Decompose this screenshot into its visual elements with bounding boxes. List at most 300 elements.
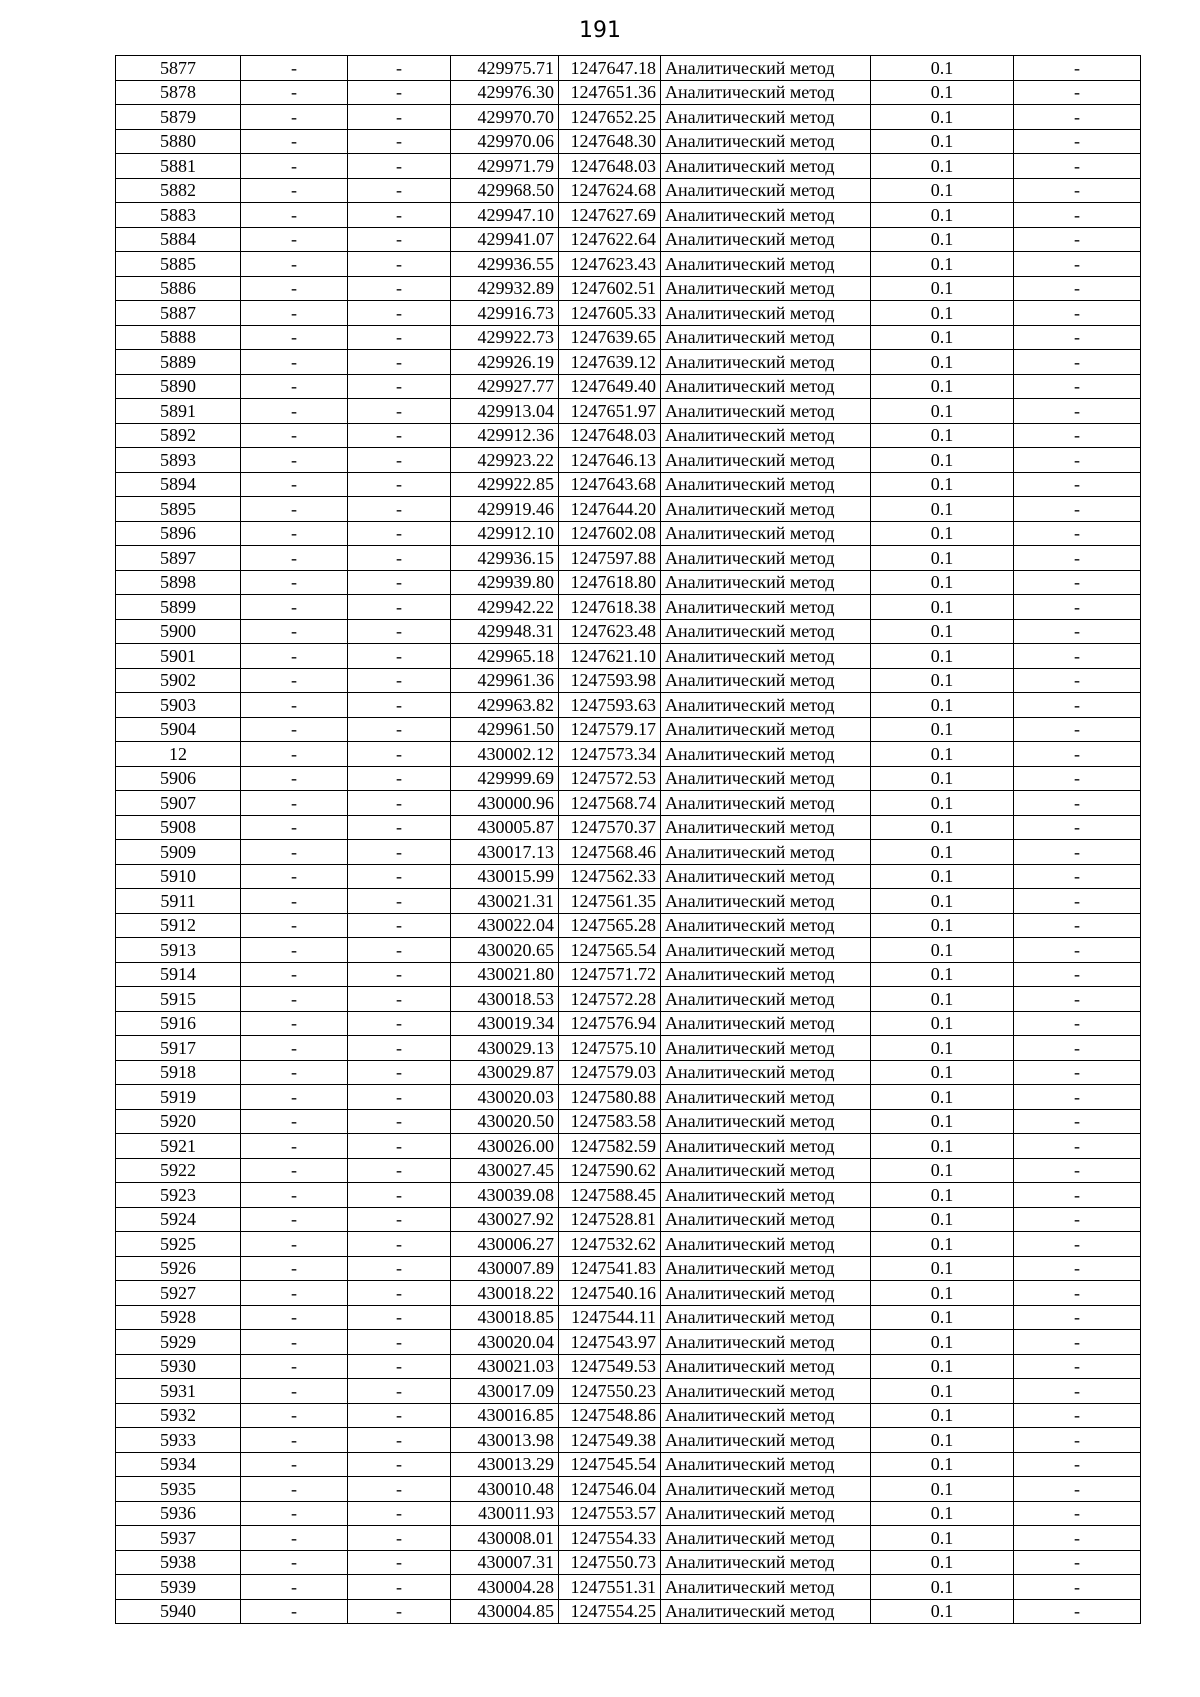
method-cell: Аналитический метод (661, 840, 871, 865)
point-number-cell: 5928 (116, 1305, 241, 1330)
description-cell: - (1014, 1256, 1141, 1281)
description-cell: - (1014, 1134, 1141, 1159)
x-coordinate-cell: 430019.34 (451, 1011, 559, 1036)
point-number-cell: 5938 (116, 1550, 241, 1575)
x-coordinate-cell: 430013.98 (451, 1428, 559, 1453)
x-coordinate-cell: 429999.69 (451, 766, 559, 791)
description-cell: - (1014, 889, 1141, 914)
point-number-cell: 5926 (116, 1256, 241, 1281)
description-cell: - (1014, 1526, 1141, 1551)
x-coordinate-cell: 430027.92 (451, 1207, 559, 1232)
accuracy-cell: 0.1 (871, 1085, 1014, 1110)
old-y-cell: - (348, 472, 451, 497)
accuracy-cell: 0.1 (871, 203, 1014, 228)
y-coordinate-cell: 1247579.03 (559, 1060, 661, 1085)
method-cell: Аналитический метод (661, 105, 871, 130)
point-number-cell: 5890 (116, 374, 241, 399)
description-cell: - (1014, 864, 1141, 889)
description-cell: - (1014, 1011, 1141, 1036)
description-cell: - (1014, 178, 1141, 203)
accuracy-cell: 0.1 (871, 227, 1014, 252)
table-row (116, 374, 1141, 399)
table-row (116, 1060, 1141, 1085)
x-coordinate-cell: 429922.85 (451, 472, 559, 497)
old-x-cell: - (241, 889, 348, 914)
description-cell: - (1014, 1281, 1141, 1306)
old-y-cell: - (348, 1036, 451, 1061)
point-number-cell: 5910 (116, 864, 241, 889)
y-coordinate-cell: 1247644.20 (559, 497, 661, 522)
old-x-cell: - (241, 864, 348, 889)
method-cell: Аналитический метод (661, 1134, 871, 1159)
accuracy-cell: 0.1 (871, 252, 1014, 277)
description-cell: - (1014, 1501, 1141, 1526)
old-y-cell: - (348, 448, 451, 473)
method-cell: Аналитический метод (661, 1281, 871, 1306)
table-row (116, 227, 1141, 252)
accuracy-cell: 0.1 (871, 1036, 1014, 1061)
old-y-cell: - (348, 595, 451, 620)
y-coordinate-cell: 1247576.94 (559, 1011, 661, 1036)
method-cell: Аналитический метод (661, 399, 871, 424)
old-x-cell: - (241, 1109, 348, 1134)
method-cell: Аналитический метод (661, 742, 871, 767)
old-y-cell: - (348, 1305, 451, 1330)
table-row (116, 1232, 1141, 1257)
point-number-cell: 5900 (116, 619, 241, 644)
old-y-cell: - (348, 1134, 451, 1159)
old-y-cell: - (348, 1452, 451, 1477)
description-cell: - (1014, 913, 1141, 938)
method-cell: Аналитический метод (661, 1354, 871, 1379)
table-row (116, 178, 1141, 203)
accuracy-cell: 0.1 (871, 448, 1014, 473)
y-coordinate-cell: 1247575.10 (559, 1036, 661, 1061)
y-coordinate-cell: 1247582.59 (559, 1134, 661, 1159)
table-row (116, 913, 1141, 938)
accuracy-cell: 0.1 (871, 1354, 1014, 1379)
point-number-cell: 5924 (116, 1207, 241, 1232)
table-row (116, 570, 1141, 595)
description-cell: - (1014, 227, 1141, 252)
method-cell: Аналитический метод (661, 546, 871, 571)
y-coordinate-cell: 1247544.11 (559, 1305, 661, 1330)
old-x-cell: - (241, 987, 348, 1012)
old-x-cell: - (241, 1207, 348, 1232)
x-coordinate-cell: 430029.13 (451, 1036, 559, 1061)
description-cell: - (1014, 1036, 1141, 1061)
coordinates-table (115, 55, 1141, 1624)
table-row (116, 301, 1141, 326)
method-cell: Аналитический метод (661, 938, 871, 963)
y-coordinate-cell: 1247639.12 (559, 350, 661, 375)
accuracy-cell: 0.1 (871, 178, 1014, 203)
old-y-cell: - (348, 546, 451, 571)
old-x-cell: - (241, 1011, 348, 1036)
accuracy-cell: 0.1 (871, 693, 1014, 718)
old-y-cell: - (348, 766, 451, 791)
description-cell: - (1014, 766, 1141, 791)
accuracy-cell: 0.1 (871, 889, 1014, 914)
old-y-cell: - (348, 1575, 451, 1600)
y-coordinate-cell: 1247639.65 (559, 325, 661, 350)
accuracy-cell: 0.1 (871, 1330, 1014, 1355)
description-cell: - (1014, 203, 1141, 228)
x-coordinate-cell: 430018.22 (451, 1281, 559, 1306)
point-number-cell: 5889 (116, 350, 241, 375)
x-coordinate-cell: 429970.06 (451, 129, 559, 154)
description-cell: - (1014, 1575, 1141, 1600)
accuracy-cell: 0.1 (871, 80, 1014, 105)
y-coordinate-cell: 1247553.57 (559, 1501, 661, 1526)
old-y-cell: - (348, 1403, 451, 1428)
table-row (116, 1011, 1141, 1036)
table-row (116, 546, 1141, 571)
point-number-cell: 5893 (116, 448, 241, 473)
method-cell: Аналитический метод (661, 178, 871, 203)
method-cell: Аналитический метод (661, 203, 871, 228)
point-number-cell: 5901 (116, 644, 241, 669)
x-coordinate-cell: 429965.18 (451, 644, 559, 669)
old-y-cell: - (348, 252, 451, 277)
old-x-cell: - (241, 938, 348, 963)
point-number-cell: 5917 (116, 1036, 241, 1061)
old-y-cell: - (348, 864, 451, 889)
y-coordinate-cell: 1247623.48 (559, 619, 661, 644)
x-coordinate-cell: 429936.55 (451, 252, 559, 277)
x-coordinate-cell: 430010.48 (451, 1477, 559, 1502)
method-cell: Аналитический метод (661, 570, 871, 595)
method-cell: Аналитический метод (661, 766, 871, 791)
old-x-cell: - (241, 1305, 348, 1330)
old-x-cell: - (241, 1452, 348, 1477)
point-number-cell: 5914 (116, 962, 241, 987)
description-cell: - (1014, 1183, 1141, 1208)
old-x-cell: - (241, 178, 348, 203)
old-x-cell: - (241, 1428, 348, 1453)
accuracy-cell: 0.1 (871, 1060, 1014, 1085)
accuracy-cell: 0.1 (871, 399, 1014, 424)
x-coordinate-cell: 430017.13 (451, 840, 559, 865)
description-cell: - (1014, 1305, 1141, 1330)
x-coordinate-cell: 430006.27 (451, 1232, 559, 1257)
point-number-cell: 5911 (116, 889, 241, 914)
y-coordinate-cell: 1247588.45 (559, 1183, 661, 1208)
old-x-cell: - (241, 791, 348, 816)
point-number-cell: 5934 (116, 1452, 241, 1477)
accuracy-cell: 0.1 (871, 1134, 1014, 1159)
y-coordinate-cell: 1247565.54 (559, 938, 661, 963)
y-coordinate-cell: 1247579.17 (559, 717, 661, 742)
table-row (116, 595, 1141, 620)
old-y-cell: - (348, 1183, 451, 1208)
y-coordinate-cell: 1247568.46 (559, 840, 661, 865)
old-y-cell: - (348, 742, 451, 767)
method-cell: Аналитический метод (661, 1477, 871, 1502)
x-coordinate-cell: 429916.73 (451, 301, 559, 326)
old-y-cell: - (348, 1501, 451, 1526)
accuracy-cell: 0.1 (871, 815, 1014, 840)
y-coordinate-cell: 1247602.08 (559, 521, 661, 546)
method-cell: Аналитический метод (661, 693, 871, 718)
x-coordinate-cell: 429975.71 (451, 56, 559, 81)
y-coordinate-cell: 1247593.98 (559, 668, 661, 693)
x-coordinate-cell: 429970.70 (451, 105, 559, 130)
description-cell: - (1014, 546, 1141, 571)
y-coordinate-cell: 1247571.72 (559, 962, 661, 987)
x-coordinate-cell: 430020.50 (451, 1109, 559, 1134)
description-cell: - (1014, 472, 1141, 497)
y-coordinate-cell: 1247543.97 (559, 1330, 661, 1355)
x-coordinate-cell: 430013.29 (451, 1452, 559, 1477)
method-cell: Аналитический метод (661, 1207, 871, 1232)
y-coordinate-cell: 1247562.33 (559, 864, 661, 889)
y-coordinate-cell: 1247528.81 (559, 1207, 661, 1232)
old-y-cell: - (348, 987, 451, 1012)
point-number-cell: 5931 (116, 1379, 241, 1404)
method-cell: Аналитический метод (661, 889, 871, 914)
table-row (116, 448, 1141, 473)
y-coordinate-cell: 1247572.53 (559, 766, 661, 791)
old-x-cell: - (241, 717, 348, 742)
old-x-cell: - (241, 301, 348, 326)
description-cell: - (1014, 791, 1141, 816)
y-coordinate-cell: 1247597.88 (559, 546, 661, 571)
old-x-cell: - (241, 619, 348, 644)
x-coordinate-cell: 430020.04 (451, 1330, 559, 1355)
x-coordinate-cell: 430029.87 (451, 1060, 559, 1085)
x-coordinate-cell: 430021.80 (451, 962, 559, 987)
point-number-cell: 5904 (116, 717, 241, 742)
description-cell: - (1014, 1379, 1141, 1404)
x-coordinate-cell: 430022.04 (451, 913, 559, 938)
table-row (116, 1452, 1141, 1477)
y-coordinate-cell: 1247540.16 (559, 1281, 661, 1306)
method-cell: Аналитический метод (661, 252, 871, 277)
accuracy-cell: 0.1 (871, 766, 1014, 791)
y-coordinate-cell: 1247648.30 (559, 129, 661, 154)
old-x-cell: - (241, 742, 348, 767)
method-cell: Аналитический метод (661, 619, 871, 644)
old-y-cell: - (348, 913, 451, 938)
point-number-cell: 5919 (116, 1085, 241, 1110)
old-x-cell: - (241, 1085, 348, 1110)
point-number-cell: 5916 (116, 1011, 241, 1036)
x-coordinate-cell: 429948.31 (451, 619, 559, 644)
accuracy-cell: 0.1 (871, 105, 1014, 130)
method-cell: Аналитический метод (661, 1232, 871, 1257)
method-cell: Аналитический метод (661, 1109, 871, 1134)
old-y-cell: - (348, 301, 451, 326)
old-y-cell: - (348, 619, 451, 644)
point-number-cell: 5908 (116, 815, 241, 840)
table-row (116, 1379, 1141, 1404)
old-x-cell: - (241, 129, 348, 154)
method-cell: Аналитический метод (661, 962, 871, 987)
accuracy-cell: 0.1 (871, 1452, 1014, 1477)
old-x-cell: - (241, 1281, 348, 1306)
description-cell: - (1014, 448, 1141, 473)
old-x-cell: - (241, 1158, 348, 1183)
y-coordinate-cell: 1247541.83 (559, 1256, 661, 1281)
x-coordinate-cell: 430016.85 (451, 1403, 559, 1428)
point-number-cell: 5896 (116, 521, 241, 546)
description-cell: - (1014, 644, 1141, 669)
x-coordinate-cell: 430011.93 (451, 1501, 559, 1526)
table-row (116, 1207, 1141, 1232)
x-coordinate-cell: 430007.89 (451, 1256, 559, 1281)
point-number-cell: 5906 (116, 766, 241, 791)
old-y-cell: - (348, 374, 451, 399)
method-cell: Аналитический метод (661, 1599, 871, 1624)
x-coordinate-cell: 429961.50 (451, 717, 559, 742)
description-cell: - (1014, 80, 1141, 105)
description-cell: - (1014, 252, 1141, 277)
y-coordinate-cell: 1247627.69 (559, 203, 661, 228)
y-coordinate-cell: 1247590.62 (559, 1158, 661, 1183)
old-y-cell: - (348, 717, 451, 742)
old-y-cell: - (348, 1550, 451, 1575)
y-coordinate-cell: 1247583.58 (559, 1109, 661, 1134)
x-coordinate-cell: 429927.77 (451, 374, 559, 399)
table-row (116, 791, 1141, 816)
x-coordinate-cell: 429912.36 (451, 423, 559, 448)
y-coordinate-cell: 1247602.51 (559, 276, 661, 301)
point-number-cell: 5898 (116, 570, 241, 595)
x-coordinate-cell: 430018.53 (451, 987, 559, 1012)
table-row (116, 815, 1141, 840)
old-x-cell: - (241, 472, 348, 497)
old-y-cell: - (348, 791, 451, 816)
method-cell: Аналитический метод (661, 668, 871, 693)
description-cell: - (1014, 154, 1141, 179)
old-x-cell: - (241, 1354, 348, 1379)
description-cell: - (1014, 1354, 1141, 1379)
old-x-cell: - (241, 570, 348, 595)
old-y-cell: - (348, 497, 451, 522)
description-cell: - (1014, 1599, 1141, 1624)
table-row (116, 1354, 1141, 1379)
accuracy-cell: 0.1 (871, 1281, 1014, 1306)
accuracy-cell: 0.1 (871, 325, 1014, 350)
method-cell: Аналитический метод (661, 56, 871, 81)
description-cell: - (1014, 350, 1141, 375)
table-row (116, 1477, 1141, 1502)
point-number-cell: 5899 (116, 595, 241, 620)
y-coordinate-cell: 1247549.38 (559, 1428, 661, 1453)
old-x-cell: - (241, 203, 348, 228)
table-row (116, 1575, 1141, 1600)
old-y-cell: - (348, 1330, 451, 1355)
description-cell: - (1014, 717, 1141, 742)
y-coordinate-cell: 1247646.13 (559, 448, 661, 473)
table-row (116, 1526, 1141, 1551)
old-x-cell: - (241, 840, 348, 865)
y-coordinate-cell: 1247532.62 (559, 1232, 661, 1257)
accuracy-cell: 0.1 (871, 1109, 1014, 1134)
old-x-cell: - (241, 962, 348, 987)
table-row (116, 1085, 1141, 1110)
accuracy-cell: 0.1 (871, 472, 1014, 497)
point-number-cell: 5881 (116, 154, 241, 179)
description-cell: - (1014, 1109, 1141, 1134)
description-cell: - (1014, 1232, 1141, 1257)
table-row (116, 423, 1141, 448)
y-coordinate-cell: 1247648.03 (559, 154, 661, 179)
old-y-cell: - (348, 644, 451, 669)
x-coordinate-cell: 429947.10 (451, 203, 559, 228)
old-x-cell: - (241, 1477, 348, 1502)
table-row (116, 668, 1141, 693)
old-x-cell: - (241, 1183, 348, 1208)
y-coordinate-cell: 1247618.38 (559, 595, 661, 620)
point-number-cell: 5877 (116, 56, 241, 81)
point-number-cell: 5883 (116, 203, 241, 228)
table-row (116, 1183, 1141, 1208)
point-number-cell: 5895 (116, 497, 241, 522)
accuracy-cell: 0.1 (871, 1158, 1014, 1183)
point-number-cell: 5932 (116, 1403, 241, 1428)
method-cell: Аналитический метод (661, 350, 871, 375)
point-number-cell: 5885 (116, 252, 241, 277)
method-cell: Аналитический метод (661, 1036, 871, 1061)
point-number-cell: 5929 (116, 1330, 241, 1355)
x-coordinate-cell: 429923.22 (451, 448, 559, 473)
table-row (116, 742, 1141, 767)
old-y-cell: - (348, 1060, 451, 1085)
old-y-cell: - (348, 80, 451, 105)
old-x-cell: - (241, 448, 348, 473)
old-y-cell: - (348, 1477, 451, 1502)
table-row (116, 889, 1141, 914)
table-row (116, 1403, 1141, 1428)
old-x-cell: - (241, 374, 348, 399)
accuracy-cell: 0.1 (871, 1550, 1014, 1575)
description-cell: - (1014, 399, 1141, 424)
x-coordinate-cell: 430027.45 (451, 1158, 559, 1183)
old-x-cell: - (241, 423, 348, 448)
y-coordinate-cell: 1247652.25 (559, 105, 661, 130)
point-number-cell: 5878 (116, 80, 241, 105)
method-cell: Аналитический метод (661, 1428, 871, 1453)
table-row (116, 154, 1141, 179)
old-x-cell: - (241, 252, 348, 277)
y-coordinate-cell: 1247573.34 (559, 742, 661, 767)
y-coordinate-cell: 1247568.74 (559, 791, 661, 816)
old-y-cell: - (348, 1354, 451, 1379)
old-x-cell: - (241, 154, 348, 179)
point-number-cell: 5907 (116, 791, 241, 816)
description-cell: - (1014, 276, 1141, 301)
old-y-cell: - (348, 668, 451, 693)
y-coordinate-cell: 1247550.73 (559, 1550, 661, 1575)
method-cell: Аналитический метод (661, 1158, 871, 1183)
old-y-cell: - (348, 938, 451, 963)
point-number-cell: 5936 (116, 1501, 241, 1526)
accuracy-cell: 0.1 (871, 129, 1014, 154)
x-coordinate-cell: 429913.04 (451, 399, 559, 424)
description-cell: - (1014, 668, 1141, 693)
accuracy-cell: 0.1 (871, 154, 1014, 179)
description-cell: - (1014, 693, 1141, 718)
point-number-cell: 5909 (116, 840, 241, 865)
table-row (116, 325, 1141, 350)
table-row (116, 129, 1141, 154)
accuracy-cell: 0.1 (871, 840, 1014, 865)
table-row (116, 56, 1141, 81)
y-coordinate-cell: 1247549.53 (559, 1354, 661, 1379)
old-y-cell: - (348, 570, 451, 595)
